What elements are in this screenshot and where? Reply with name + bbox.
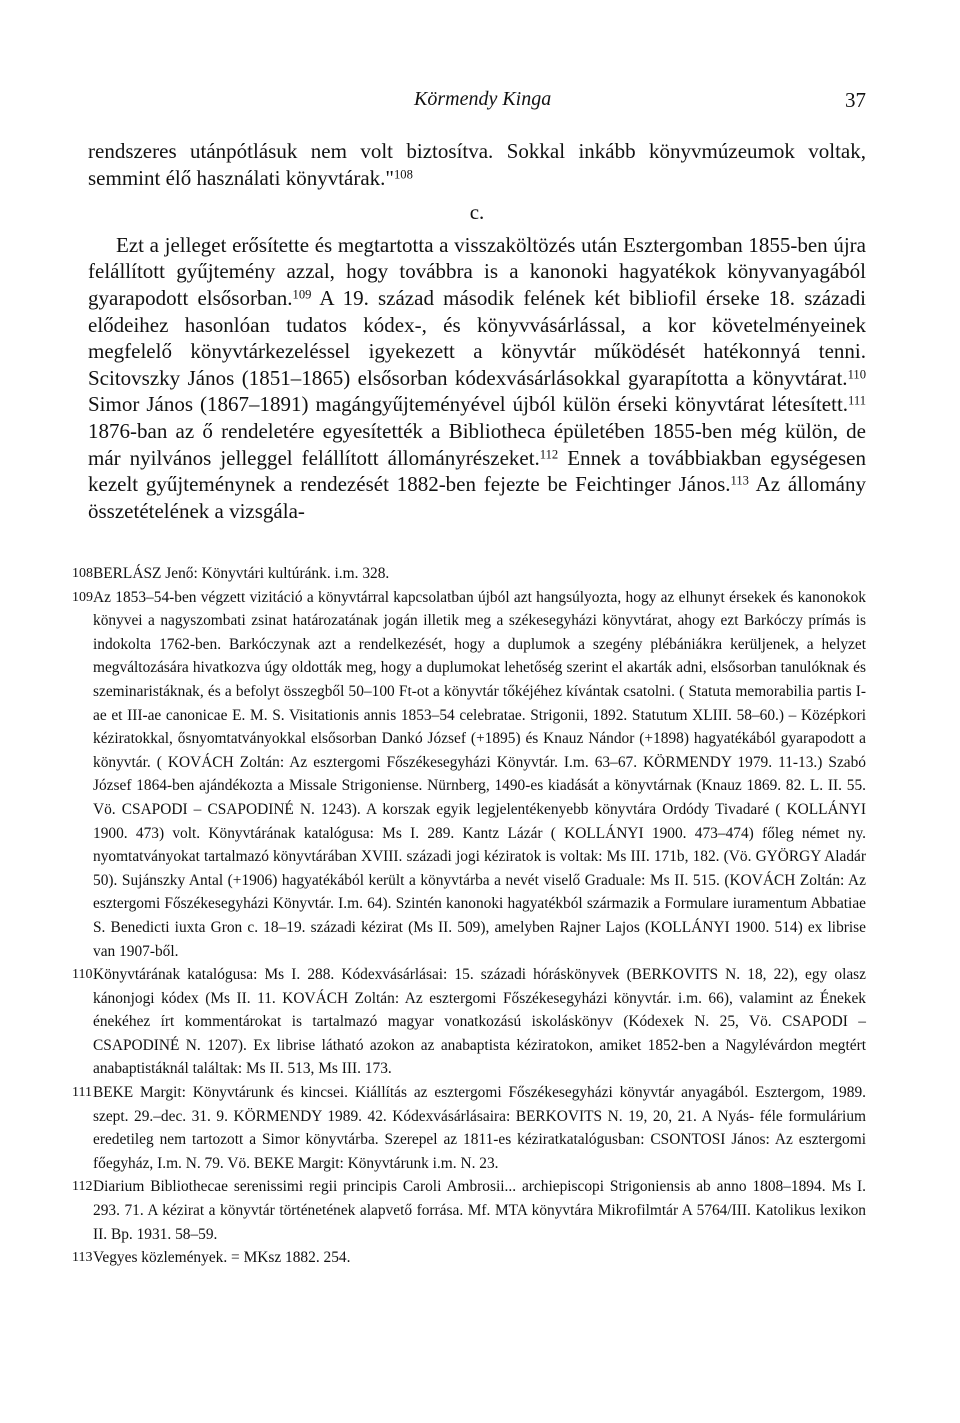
paragraph-2 bbox=[88, 232, 866, 525]
footnote-number: 113 bbox=[72, 1250, 93, 1266]
paragraph-1 bbox=[88, 138, 866, 191]
footnote-text: Vegyes közlemények. = MKsz 1882. 254. bbox=[93, 1249, 351, 1267]
footnote-110 bbox=[72, 963, 866, 1081]
footnote-109 bbox=[72, 586, 866, 964]
paragraph-2-text-d: 1876-ban az ő rendeletére egyesítették a Bibliotheca épületében 1855-ben még külön, de már nyilvános jelleggel felállított állományrészeket. bbox=[88, 418, 866, 470]
running-head-author: Körmendy Kinga bbox=[414, 88, 552, 110]
paragraph-2-text-f: Az állomány összetételének a vizsgála- bbox=[88, 472, 866, 523]
paragraph-2-text-c: Simor János (1867–1891) magángyűjteményével újból külön érseki könyvtárat létesített. bbox=[88, 392, 849, 417]
footnote-number: 108 bbox=[72, 566, 93, 581]
paragraph-2-text-b: A 19. század második felének két bibliofil érseke 18. századi elődeihez hasonlóan tudatos kódex-, és könyvvásárlással, a kor követelményeinek megfelelő könyvtárkezeléssel igyekezett a könyvtár működését hatékonnyá tenni. Scitovszky János (1851–1865) elsősorban kódexvásárlásokkal gyarapította a könyvtárat. bbox=[88, 285, 866, 390]
footnote-text: Az 1853–54-ben végzett vizitáció a könyvtárral kapcsolatban újból azt hangsúlyozta, hogy az elhunyt érsekek és kanonokok könyvei a nagyszombati zsinat határozatának jogán illetik meg a székesegyházi könyvtárat, ahogy ezt Barkóczy prímás is indokolta 1762-ben. Barkóczynak azt a rendelkezését, hogy a duplumok a szegény plébániákra kerüljenek, a helyzet megváltozására hivatkozva úgy oldották meg, hogy a duplumokat lehetőség szerint el akarták adni, elsősorban tanulóknak és szeminaristáknak, és a befolyt összegből 50–100 Ft-ot a könyvtár tőkéjéhez kívántak csatolni. ( Statuta memorabilia partis I-ae et III-ae canonicae E. M. S. Visitationis annis 1853–54 celebratae. Strigonii, 1892. Statutum XLIII. 58–60.) – Középkori kéziratokkal, ősnyomtatványokkal elsősorban Dankó József (+1895) és Knauz Nándor (+1898) hagyatékából gyarapodott a könyvtár. ( KOVÁCH Zoltán: Az esztergomi Főszékesegyházi Könyvtár. I.m. 63–67. KÖRMENDY 1979. 11-13.) Szabó József 1864-ben ajándékozta a Missale Strigoniense. Nürnberg, 1490-es kiadását a könyvtárnak (Knauz 1869. 82. L. II. 55. Vö. CSAPODI – CSAPODINÉ N. 1243). A korszak egyik legjelentékenyebb könyvtára Ordódy Tivadaré ( KOLLÁNYI 1900. 473) volt. Könyvtárának katalógusa: Ms I. 289. Kantz Lázár ( KOLLÁNYI 1900. 473–474) főleg német ny. nyomtatványokat tartalmazó könyvtárában XVIII. századi jogi kéziratok is voltak: Ms III. 171b, 182. (Vö. GYÖRGY Aladár 50). Sujánszky Antal (+1906) hagyatékából került a könyvtárba a nevét viselő Graduale: Ms II. 515. (KOVÁCH Zoltán: Az esztergomi Főszékesegyházi Könyvtár. I.m. 64). Szintén kanonoki hagyatékból származik a Formulare iuramentum Abbatiae S. Benedicti iuxta Gron c. 18–19. századi kézirat (Ms II. 509), amelyben Rajner Lajos (KOLLÁNYI 1900. 514) ex librise van 1907-ből. bbox=[93, 588, 866, 960]
paragraph-1-text: rendszeres utánpótlásuk nem volt biztosítva. Sokkal inkább könyvmúzeumok voltak, semmint élő használati könyvtárak." bbox=[88, 139, 866, 190]
page-number: 37 bbox=[845, 88, 866, 112]
footnote-ref-112: 112 bbox=[539, 447, 559, 462]
footnote-number: 110 bbox=[72, 967, 93, 983]
footnote-ref-111: 111 bbox=[848, 394, 866, 409]
footnote-111 bbox=[72, 1081, 866, 1175]
section-heading: c. bbox=[469, 200, 485, 225]
footnote-108 bbox=[72, 562, 866, 586]
body-text bbox=[88, 138, 866, 524]
footnote-113 bbox=[72, 1246, 866, 1270]
footnotes bbox=[72, 562, 866, 1270]
footnote-ref-108: 108 bbox=[394, 167, 413, 182]
footnote-text: BERLÁSZ Jenő: Könyvtári kultúránk. i.m. 328. bbox=[93, 565, 390, 582]
paragraph-2-text-e: Ennek a továbbiakban egységesen kezelt gyűjteménynek a rendezését 1882-ben fejezte be Feichtinger János. bbox=[88, 445, 866, 497]
footnote-ref-109: 109 bbox=[292, 287, 312, 302]
footnote-number: 111 bbox=[72, 1085, 92, 1101]
running-head bbox=[88, 88, 866, 116]
footnote-ref-110: 110 bbox=[847, 367, 866, 382]
footnote-text: Könyvtárának katalógusa: Ms I. 288. Kódexvásárlásai: 15. századi hóráskönyvek (BERKOVITS N. 18, 22), egy olasz kánonjogi kódex (Ms II. 11. KOVÁCH Zoltán: Az esztergomi Főszékesegyházi könyvtár. i.m. 66), valamint az Énekek énekéhez írt kommentárokat is tartalmazó magyar vonatkozású iskoláskönyv (Kódexek N. 25, Vö. CSAPODI – CSAPODINÉ N. 1207). Ex librise látható azokon az anabaptista kéziratokon, amiket 1852-ben a Nagylévárdon megtért anabaptistáknál találtak: Ms II. 513, Ms III. 173. bbox=[93, 966, 866, 1078]
footnote-ref-113: 113 bbox=[730, 473, 749, 488]
footnote-112 bbox=[72, 1175, 866, 1246]
footnote-text: Diarium Bibliothecae serenissimi regii principis Caroli Ambrosii... archiepiscopi Strigoniensis ab anno 1808–1894. Ms I. 293. 71. A kézirat a könyvtár történetének alapvető forrása. Mf. MTA könyvtára Mikrofilmtár A 5764/III. Katolikus lexikon II. Bp. 1931. 58–59. bbox=[93, 1178, 866, 1243]
footnote-text: BEKE Margit: Könyvtárunk és kincsei. Kiállítás az esztergomi Főszékesegyházi könyvtár anyagából. Esztergom, 1989. szept. 29.–dec. 31. 9. KÖRMENDY 1989. 42. Kódexvásárlásaira: BERKOVITS N. 19, 20, 21. A Nyás- féle formulárium eredetileg nem tartozott a Simor könyvtárba. Szerepel az 1811-es kéziratkatalógusban: CSONTOSI János: Az esztergomi főegyház, I.m. N. 79. Vö. BEKE Margit: Könyvtárunk i.m. N. 23. bbox=[93, 1084, 866, 1172]
footnote-number: 109 bbox=[72, 589, 93, 605]
paragraph-2-text-a: Ezt a jelleget erősítette és megtartotta a visszaköltözés után Esztergomban 1855-ben újra felállított gyűjtemény azzal, hogy továbbra is a kanonoki hagyatékok könyvanyagából gyarapodott elsősorban. bbox=[88, 232, 866, 310]
footnote-number: 112 bbox=[72, 1179, 93, 1195]
